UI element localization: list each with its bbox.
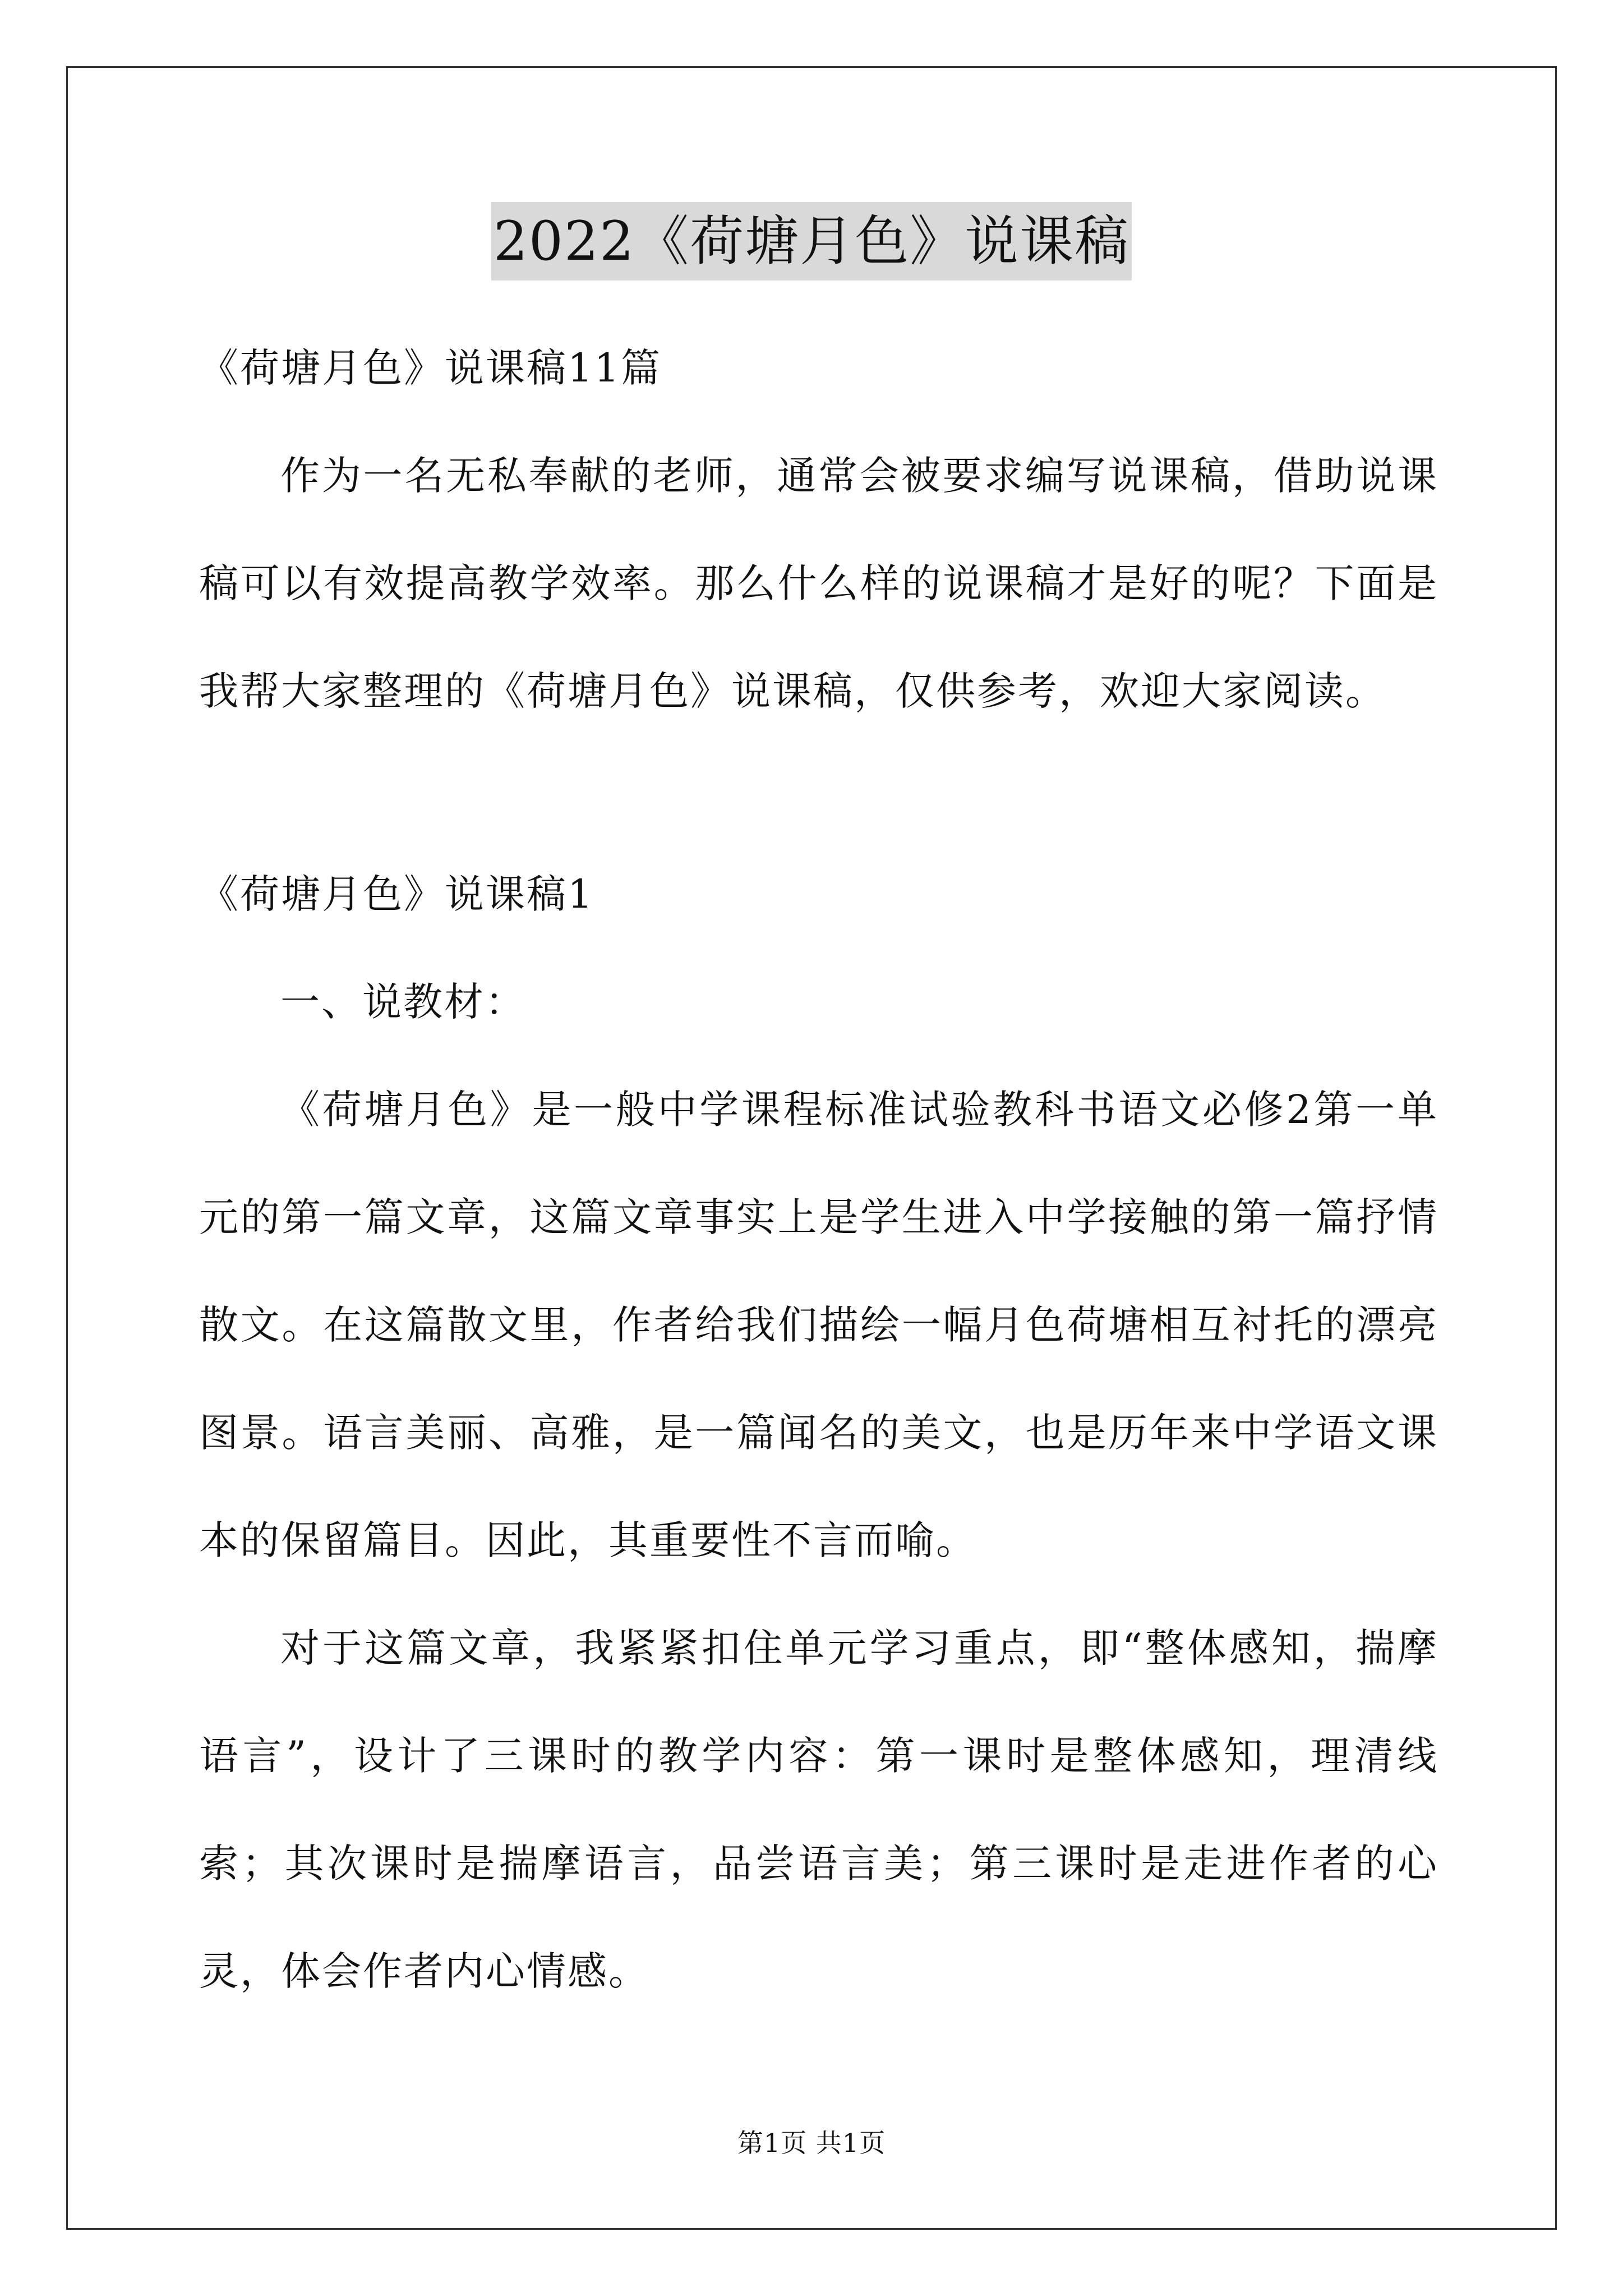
body-paragraph-2: 对于这篇文章，我紧紧扣住单元学习重点，即“整体感知，揣摩语言”，设计了三课时的教学内容：第一课时是整体感知，理清线索；其次课时是揣摩语言，品尝语言美；第三课时是走进作者的心灵，体会作者内心情感。 xyxy=(199,1625,1438,1994)
section-title: 《荷塘月色》说课稿1 xyxy=(199,871,594,917)
title-container xyxy=(0,202,1623,280)
section-gap xyxy=(199,745,1438,840)
body-paragraph-1: 《荷塘月色》是一般中学课程标准试验教科书语文必修2第一单元的第一篇文章，这篇文章事实上是学生进入中学接触的第一篇抒情散文。在这篇散文里，作者给我们描绘一幅月色荷塘相互衬托的漂亮图景。语言美丽、高雅，是一篇闻名的美文，也是历年来中学语文课本的保留篇目。因此，其重要性不言而喻。 xyxy=(199,1087,1438,1563)
document-title: 2022《荷塘月色》说课稿 xyxy=(491,202,1132,280)
document-subtitle: 《荷塘月色》说课稿11篇 xyxy=(199,345,662,391)
section-heading: 一、说教材： xyxy=(280,979,526,1025)
document-body xyxy=(199,303,1438,2025)
page-footer: 第1页 共1页 xyxy=(737,2128,886,2158)
intro-paragraph: 作为一名无私奉献的老师，通常会被要求编写说课稿，借助说课稿可以有效提高教学效率。那么什么样的说课稿才是好的呢？下面是我帮大家整理的《荷塘月色》说课稿，仅供参考，欢迎大家阅读。 xyxy=(199,453,1438,714)
